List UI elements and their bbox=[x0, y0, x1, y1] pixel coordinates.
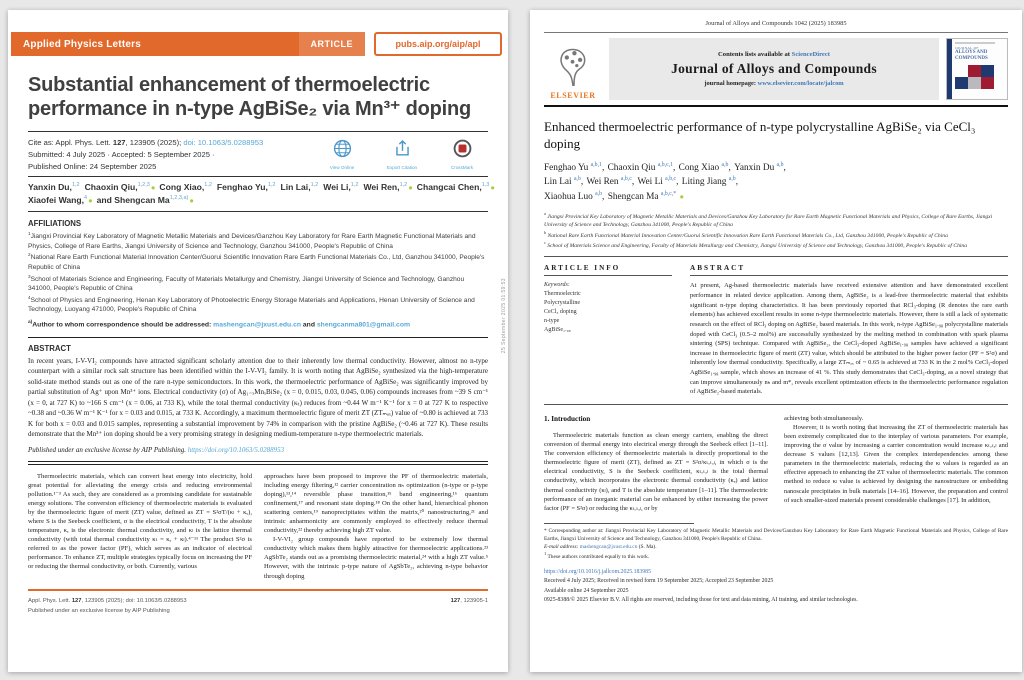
author-name: Changcai Chen, bbox=[416, 182, 482, 193]
equal-text: These authors contributed equally to this work. bbox=[546, 553, 650, 560]
elsevier-paper-page bbox=[530, 10, 1022, 672]
body-paragraph: approaches have been proposed to improve the PF of thermoelectric materials, including energy filtering,¹² carrier concentration nₕ optimization (n-type or p-type doping),¹³,¹⁴ reversible phase transition,¹⁵ band engineering,¹⁶ quantum confinement,¹⁷ and resonant state doping.¹⁸ On the other hand, hierarchical phonon scattering centers,¹⁹ nanoprecipitates within the matrix,²⁰ nanostructuring,²¹ and intrinsic anharmonicity are commonly employed to effectively reduce thermal conductivity,²² thereby achieving high ZT value. bbox=[264, 472, 488, 535]
affiliation bbox=[28, 252, 488, 272]
affiliation-sup: 4 bbox=[28, 294, 31, 300]
contents-line bbox=[718, 51, 830, 58]
author-affil-sup: a,b,c,1 bbox=[657, 161, 673, 168]
dates-line-2: Published Online: 24 September 2025 bbox=[28, 161, 157, 171]
footer-pageno: , 123905-1 bbox=[460, 597, 488, 604]
author bbox=[363, 182, 412, 192]
body-paragraph: Thermoelectric materials function as clean energy carriers, enabling the direct conversion of thermal energy into electrical energy through the Seebeck effect [1–11]. The conversion efficiency of thermoelectric materials is directly proportional to the thermoelectric figure of merit (ZT), defined as ZT = S²σ/κₜₒₜₐₗ, in which σ is the electrical conductivity, S is the Seebeck coefficient, κₜₒₜₐₗ is the total thermal conductivity, which incorporates the electronic thermal conductivity (κₑ) and lattice thermal conductivity (κₗ), and T is the absolute temperature [1–11]. The thermoelectric performance of an inorganic material can be enhanced by either increasing the power factor (PF = S²σ) or reducing the κₜₒₜₐₗ, or by bbox=[544, 432, 768, 512]
cite-rest: , 123905 (2025); bbox=[125, 138, 184, 148]
affiliation-text: Jiangxi Provincial Key Laboratory of Magnetic Metallic Materials and Devices/Ganzhou Key Laboratory for Rare Earth Magnetic Functional Materials and Physics, College of Rare Earths, Jiangxi University of Science and Technology, Ganzhou 341000, People's Republic of China bbox=[544, 214, 993, 229]
author-name: Chaoxin Qiu, bbox=[84, 182, 138, 193]
body-paragraph: I-V-VI₂ group compounds have reported to be extremely low thermal conductivity which makes them highly attractive for thermoelectric applications.²³ AgSbTe₂ stands out as a promising thermoelectric material,²⁴ with a high ZT value.⁵ However, with the intrinsic p-type nature of AgSbTe₂, achieving n-type behavior through doping bbox=[264, 536, 488, 580]
journal-cover-thumbnail bbox=[946, 38, 1008, 100]
homepage-prefix: journal homepage: bbox=[704, 80, 758, 87]
body-paragraph: achieving both simultaneously. bbox=[784, 414, 864, 422]
abstract-header: ABSTRACT bbox=[690, 264, 1008, 276]
homepage-line bbox=[704, 80, 843, 87]
received-line: Received 4 July 2025; Received in revised form 19 September 2025; Accepted 23 September 2025 bbox=[544, 578, 774, 585]
divider bbox=[544, 404, 1008, 405]
affiliation-text: Jiangxi Provincial Key Laboratory of Magnetic Metallic Materials and Devices/Ganzhou Key Laboratory for Rare Earth Magnetic Functional Materials and Physics, College of Rare Earths, Jiangxi University of Science and Technology, Ganzhou 341000, People's Republic of China bbox=[28, 233, 476, 250]
author bbox=[608, 163, 679, 173]
cover-checker-pattern bbox=[955, 65, 1005, 89]
author-affil-sup: a,b,c,* bbox=[660, 190, 677, 197]
affiliation bbox=[544, 230, 1008, 240]
view-online-label: View Online bbox=[329, 165, 355, 171]
journal-title: Journal of Alloys and Compounds bbox=[671, 61, 877, 76]
section-header: 1. Introduction bbox=[544, 414, 591, 423]
divider-thick bbox=[28, 337, 488, 338]
article-history-block bbox=[544, 568, 1008, 605]
elsevier-tree-icon bbox=[554, 46, 592, 93]
author-affil-sup: a,b,c bbox=[620, 176, 632, 183]
keywords-label: Keywords: bbox=[544, 282, 570, 289]
correspondence-sup: a) bbox=[28, 320, 33, 326]
keywords-list bbox=[544, 290, 672, 335]
correspondence-and: and bbox=[301, 321, 317, 329]
orcid-icon[interactable]: ● bbox=[490, 183, 495, 193]
author-affil-sup: 1,2,3,a) bbox=[169, 195, 189, 202]
author bbox=[97, 195, 194, 205]
author bbox=[417, 182, 495, 192]
affiliation-text: National Rare Earth Functional Material Innovation Center/Guorui Scientific Innovation Rare Earth Functional Materials Co., Ltd, Ganzhou 341000, People's Republic of China bbox=[28, 254, 485, 271]
dates-line-1: Submitted: 4 July 2025 · Accepted: 5 September 2025 · bbox=[28, 149, 215, 159]
affiliation-sup: b bbox=[544, 229, 547, 235]
divider-thick bbox=[544, 105, 1008, 107]
author-name: Xiaofei Wang, bbox=[28, 195, 85, 206]
page-footer bbox=[28, 591, 488, 617]
affiliation-sup: 2 bbox=[28, 252, 31, 258]
affiliation bbox=[544, 211, 1008, 229]
homepage-link[interactable]: www.elsevier.com/locate/jalcom bbox=[757, 80, 844, 87]
cite-prefix: Cite as: Appl. Phys. Lett. bbox=[28, 138, 113, 148]
author bbox=[281, 182, 320, 192]
body-paragraph: Thermoelectric materials, which can convert heat energy into electricity, hold great potential for alleviating the energy crisis and reducing environmental pollution.¹⁻³ As such, they are considered as a promising candidate for sustainable energy solutions. The conversion efficiency of thermoelectric materials is evaluated by the thermoelectric figure of merit (ZT) value, defined as ZT = S²σT/(κₗ + κₑ), where S is the Seebeck coefficient, σ is the electrical conductivity, T is the absolute temperature, κₑ is the electronic thermal conductivity, and κₗ is the lattice thermal conductivity (with total thermal conductivity κₜ = κₑ + κₗ).⁴⁻¹¹ The product S²σ is referred to as the power factor (PF), which serves as an indicator of electrical performance. To enhance ZT, multiple strategies typically focus on increasing the PF or reducing the thermal conductivity, or both. Currently, various bbox=[28, 472, 252, 571]
affiliation bbox=[544, 240, 1008, 250]
author-affil-sup: 1,2 bbox=[310, 182, 319, 189]
affiliation bbox=[28, 231, 488, 251]
corresponding-author-footnote: * Corresponding author at: Jiangxi Provincial Key Laboratory of Magnetic Metallic Materials and Devices/Ganzhou Key Laboratory for Rare Earth Magnetic Functional Materials and Physics, College of Rare Earths, Jiangxi University of Science and Technology, Ganzhou 341000, People's Republic of China. bbox=[544, 527, 1008, 542]
body-column-1 bbox=[28, 472, 252, 581]
article-info-column bbox=[544, 264, 672, 396]
article-info-header: ARTICLE INFO bbox=[544, 264, 672, 276]
email-footnote bbox=[544, 543, 1008, 551]
footer-left bbox=[28, 597, 187, 617]
correspondence-note bbox=[28, 320, 488, 328]
author bbox=[323, 182, 359, 192]
download-timestamp: 25 September 2025 01:59:53 bbox=[501, 278, 507, 354]
author bbox=[587, 177, 638, 187]
cover-alloys-and: ALLOYS AND bbox=[955, 50, 988, 55]
body-column-2 bbox=[264, 472, 488, 581]
abstract-text: At present, Ag-based thermoelectric materials have received extensive attention and have demonstrated excellent performance in related device application. Among them, AgBiSe₂ is a lead-free thermoelectric material that exhibits significant n-type doping characteristics. It has been previously reported that RCl₃-doping (R denotes the rare earth elements) has achieved excellent results in some n-type thermoelectric materials. However, there is still a lack of systematic research on the effect of RCl₃ doping on AgBiSe₂ based materials. In this work, n-type AgBiSe₁.₉₈ polycrystalline materials doped with CeCl₃ (0.5–2 mol%) are successfully synthesized by the melting method in combination with spark plasma sintering (SPS) technique. Compared with AgBiSe₂, the CeCl₃-doped AgBiSe₁.₉₈ samples have achieved a significant increase in thermoelectric figure of merit (ZT) value, which should be attributed to the higher power factor (PF = S²σ) and inherently low thermal conductivity. Specifically, a large ZTₘₐₓ of ~ 0.65 is achieved at 733 K in the 2 mol% CeCl₃-doped AgBiSe₁.₉₈ sample, which shows an increase of 41 %. This study demonstrates that CeCl₃-doping, as a novel strategy that can improve simultaneously nₕ and m*, reveals excellent optimization effects in the thermoelectric performance regulation of AgBiSe₂-based materials. bbox=[690, 282, 1008, 396]
author-separator: , bbox=[580, 177, 586, 188]
keyword: CeCl₃ doping bbox=[544, 309, 577, 316]
author bbox=[28, 195, 93, 205]
export-citation-button[interactable] bbox=[380, 139, 424, 170]
body-column-1 bbox=[544, 414, 768, 513]
orcid-icon[interactable]: ● bbox=[408, 183, 413, 193]
author-separator: , bbox=[631, 177, 637, 188]
author-name: Cong Xiao, bbox=[159, 182, 205, 193]
author-name: and Shengcan Ma bbox=[96, 195, 170, 206]
author-separator: , bbox=[602, 192, 607, 202]
journal-banner-box bbox=[609, 38, 939, 100]
affiliations-list bbox=[28, 231, 488, 314]
author bbox=[544, 192, 608, 202]
copyright-line: 0925-8388/© 2025 Elsevier B.V. All rights are reserved, including those for text and data mining, AI training, and similar technologies. bbox=[544, 596, 858, 603]
author-name: Fenghao Yu, bbox=[216, 182, 268, 193]
author-name: Cong Xiao bbox=[678, 162, 722, 173]
footer-license: Published under an exclusive license by AIP Publishing bbox=[28, 607, 170, 614]
license-doi-link[interactable]: https://doi.org/10.1063/5.0288953 bbox=[187, 445, 285, 454]
author-affil-sup: a,b bbox=[721, 161, 729, 168]
paper-title: Enhanced thermoelectric performance of n-type polycrystalline AgBiSe₂ via CeCl₃ doping bbox=[544, 119, 976, 151]
elsevier-logo[interactable] bbox=[544, 38, 602, 100]
info-abstract-section bbox=[544, 264, 1008, 396]
author-name: Liting Jiang bbox=[681, 177, 729, 188]
elsevier-wordmark: ELSEVIER bbox=[550, 91, 596, 100]
affiliation bbox=[28, 274, 488, 294]
footer-cite-rest: , 123905 (2025); doi: 10.1063/5.0288953 bbox=[81, 597, 187, 604]
affiliation-sup: 3 bbox=[28, 273, 31, 279]
affiliation-sup: c bbox=[544, 239, 546, 245]
paper-title: Substantial enhancement of thermoelectric performance in n-type AgBiSe₂ via Mn³⁺ doping bbox=[28, 74, 472, 120]
author-affil-sup: 1,2 bbox=[267, 182, 276, 189]
affiliations-list bbox=[544, 211, 1008, 249]
equal-contribution-footnote bbox=[544, 551, 1008, 561]
author bbox=[544, 177, 587, 187]
correspondence-label: Author to whom correspondence should be addressed: bbox=[32, 321, 214, 329]
author-separator: , bbox=[728, 162, 734, 173]
orcid-icon[interactable]: ● bbox=[150, 183, 156, 193]
author bbox=[159, 182, 213, 192]
author bbox=[217, 182, 277, 192]
footer-cite-prefix: Appl. Phys. Lett. bbox=[28, 597, 72, 604]
globe-icon bbox=[333, 139, 352, 163]
author-affil-sup: a,b,c bbox=[665, 176, 677, 183]
author-name: Lin Lai bbox=[544, 177, 574, 188]
citation-block bbox=[28, 132, 488, 176]
body-columns bbox=[544, 414, 1008, 513]
author bbox=[638, 177, 682, 187]
affiliation-text: School of Materials Science and Engineering, Faculty of Materials Metallurgy and Chemistry, Jiangxi University of Science and Technology, Ganzhou 341000, People's Republic of China bbox=[28, 275, 465, 292]
article-type-label: ARTICLE bbox=[299, 32, 366, 56]
author-separator: , bbox=[783, 162, 786, 173]
export-citation-label: Export Citation bbox=[386, 165, 418, 171]
journal-header bbox=[544, 38, 1008, 100]
author-affil-sup: 1,2 bbox=[350, 182, 359, 189]
citation-text bbox=[28, 137, 263, 172]
author-affil-sup: 1,3 bbox=[481, 182, 490, 189]
equal-sup: 1 bbox=[544, 551, 547, 557]
divider bbox=[544, 256, 1008, 257]
license-text: Published under an exclusive license by AIP Publishing. bbox=[28, 445, 188, 454]
author-list bbox=[544, 161, 1008, 205]
author bbox=[679, 163, 734, 173]
journal-name: Applied Physics Letters bbox=[23, 38, 141, 50]
footer-page-number bbox=[451, 597, 488, 617]
doi-link[interactable]: doi: 10.1063/5.0288953 bbox=[183, 138, 264, 148]
author-name: Lin Lai, bbox=[280, 182, 311, 193]
affiliation-text: School of Physics and Engineering, Henan Key Laboratory of Photoelectric Energy Storage Materials and Applications, Henan University of Science and Technology, Luoyang 471000, People's Republic of China bbox=[28, 296, 475, 314]
abstract-text: In recent years, I-V-VI₂ compounds have attracted significant scholarly attention due to their inherently low thermal conductivity. However, almost no n-type counterpart with a similar rock salt structure has been identified within the I-V-VI₂ family. It is worth noting that AgBiSe₂ synthesized via the high-temperature solid-state method stands out as one of the rare n-type semiconductors. In this work, the thermoelectric performance of AgBiSe₂ was significantly improved by partial substitution of Ag⁺ upon Mn³⁺ ions. Electrical conductivity (σ) of Ag₁₋ₓMnₓBiSe₂ (x = 0, 0.015, 0.03, 0.045, 0.06) compounds increases from ~39 S cm⁻¹ (x = 0, at 727 K) to ~166 S cm⁻¹ (x = 0.06, at 733 K), while the total thermal conductivity (κₜ) reduces from ~0.44 W m⁻¹ K⁻¹ for x = 0 at 727 K to respective ~0.38 and ~0.36 W m⁻¹ K⁻¹ for x = 0.03 and 0.015, at 733 K. Accordingly, a maximum thermoelectric figure of merit ZT (ZTₘₐₓ) value of ~0.80 is achieved at 733 K for both x = 0.03 and 0.015 samples, representing a substantial improvement by 74% in comparison with the pristine AgBiSe₂ (~0.46 at 727 K). These results demonstrate that the Mn³⁺ ion doping should be a very promising strategy in designing medium-temperature n-type thermoelectric materials. bbox=[28, 356, 488, 439]
affiliation-sup: a bbox=[544, 211, 546, 217]
author-affil-sup: 1,2 bbox=[204, 182, 212, 189]
author-separator: , bbox=[673, 162, 678, 173]
divider bbox=[28, 211, 488, 212]
author-affil-sup: 1,2,3 bbox=[137, 182, 150, 189]
crossmark-label: CrossMark bbox=[450, 165, 474, 171]
abstract-column bbox=[690, 264, 1008, 396]
available-line: Available online 24 September 2025 bbox=[544, 587, 629, 594]
author bbox=[682, 177, 739, 187]
crossmark-icon bbox=[453, 139, 472, 163]
author bbox=[28, 182, 81, 192]
author-affil-sup: a,b,1 bbox=[590, 161, 602, 168]
author-name: Yanxin Du bbox=[734, 162, 777, 173]
license-line bbox=[28, 446, 488, 454]
author-name: Shengcan Ma bbox=[607, 192, 661, 202]
email-suffix: (S. Ma). bbox=[637, 544, 657, 551]
footer-volume: 127 bbox=[450, 597, 461, 604]
affiliation-sup: 1 bbox=[28, 231, 31, 237]
author bbox=[85, 182, 156, 192]
author-name: Xiaohua Luo bbox=[544, 192, 596, 202]
author-affil-sup: 1,2 bbox=[71, 182, 80, 189]
author bbox=[544, 163, 608, 173]
author-name: Chaoxin Qiu bbox=[607, 162, 658, 173]
author-separator bbox=[676, 192, 678, 202]
footer-cite-volume: 127 bbox=[71, 597, 82, 604]
doi-link[interactable]: https://doi.org/10.1016/j.jallcom.2025.183985 bbox=[544, 569, 651, 576]
footnote-rule bbox=[544, 523, 694, 524]
author-list bbox=[28, 177, 495, 211]
article-actions bbox=[320, 137, 488, 170]
email-link[interactable]: mashengcan@jxust.edu.cn bbox=[579, 544, 638, 551]
apl-banner bbox=[11, 32, 502, 56]
contents-prefix: Contents lists available at bbox=[718, 51, 792, 58]
cover-face bbox=[952, 39, 1007, 99]
author-affil-sup: 1,2 bbox=[399, 182, 408, 189]
keyword: Polycrystalline bbox=[544, 300, 580, 307]
author-name: Wei Li bbox=[637, 177, 666, 188]
author-name: Yanxin Du, bbox=[28, 182, 72, 193]
author-separator: , bbox=[735, 177, 739, 188]
author-affil-sup: 4 bbox=[84, 195, 88, 202]
cover-journal-of: JOURNAL OF bbox=[955, 46, 979, 50]
author-name: Wei Li, bbox=[323, 182, 351, 193]
crossmark-button[interactable] bbox=[440, 139, 484, 170]
email-label: E-mail address: bbox=[544, 544, 580, 551]
publisher-url-link[interactable]: pubs.aip.org/aip/apl bbox=[374, 32, 502, 56]
author-separator: , bbox=[676, 177, 681, 188]
affiliation-text: National Rare Earth Functional Material Innovation Center/Guorui Scientific Innovation Rare Earth Functional Materials Co., Ltd, Ganzhou 341000, People's Republic of China bbox=[546, 232, 948, 239]
author-affil-sup: a,b bbox=[728, 176, 736, 183]
email-link-2[interactable]: shengcanma801@gmail.com bbox=[316, 321, 411, 329]
affiliations-header: AFFILIATIONS bbox=[28, 219, 82, 229]
author-name: Wei Ren bbox=[586, 177, 621, 188]
body-paragraph: However, it is worth noting that increasing the ZT of thermoelectric materials has been extremely complicated due to the interplay of various parameters. For example, improving the σ value by increasing a carrier concentration would increase κₜₒₜₐₗ and decrease S values [12,13]. Given the complex interdependencies among these parameters in the thermoelectric materials, reducing the κₗ values is regarded as an effective approach to enhancing the ZT value of thermoelectric materials. The common method to reduce κₗ value is achieved by designing the nanostructure or embedding nanoscale precipitates in bulk materials [14–16]. However, the preparation and control of such smaller-sized materials present considerable challenges [17]. In addition, bbox=[784, 423, 1008, 504]
body-columns bbox=[28, 465, 488, 581]
cite-volume: 127 bbox=[112, 138, 126, 148]
apl-banner-bar bbox=[11, 32, 365, 56]
keyword: n-type bbox=[544, 318, 560, 325]
sciencedirect-link[interactable]: ScienceDirect bbox=[791, 51, 830, 58]
author bbox=[734, 163, 787, 173]
export-icon bbox=[393, 139, 412, 163]
view-online-button[interactable] bbox=[320, 139, 364, 170]
divider bbox=[544, 32, 1008, 33]
body-column-2 bbox=[784, 414, 1008, 513]
author bbox=[608, 192, 684, 202]
abstract-header: ABSTRACT bbox=[28, 343, 71, 353]
cover-compounds: COMPOUNDS bbox=[955, 55, 988, 61]
author-affil-sup: a,b bbox=[573, 176, 581, 183]
keyword: AgBiSe₁.₉₈ bbox=[544, 327, 571, 334]
keyword: Thermoelectric bbox=[544, 291, 581, 298]
email-link-1[interactable]: mashengcan@jxust.edu.cn bbox=[213, 321, 302, 329]
author-affil-sup: a,b bbox=[776, 161, 784, 168]
orcid-icon[interactable]: ● bbox=[88, 196, 93, 206]
author-separator: , bbox=[601, 162, 607, 173]
running-head: Journal of Alloys and Compounds 1042 (2025) 183985 bbox=[705, 20, 847, 27]
affiliation-text: School of Materials Science and Engineering, Faculty of Materials Metallurgy and Chemistry, Jiangxi University of Science and Technology, Ganzhou 341000, People's Republic of China bbox=[545, 242, 968, 249]
apl-paper-page bbox=[8, 10, 508, 672]
orcid-icon[interactable]: ● bbox=[189, 196, 194, 206]
author-name: Wei Ren, bbox=[363, 182, 400, 193]
author-name: Fenghao Yu bbox=[544, 162, 591, 173]
orcid-icon[interactable]: ● bbox=[679, 192, 685, 201]
author-affil-sup: a,b bbox=[595, 190, 603, 197]
affiliation bbox=[28, 295, 488, 315]
cover-decor-bar bbox=[955, 42, 995, 44]
